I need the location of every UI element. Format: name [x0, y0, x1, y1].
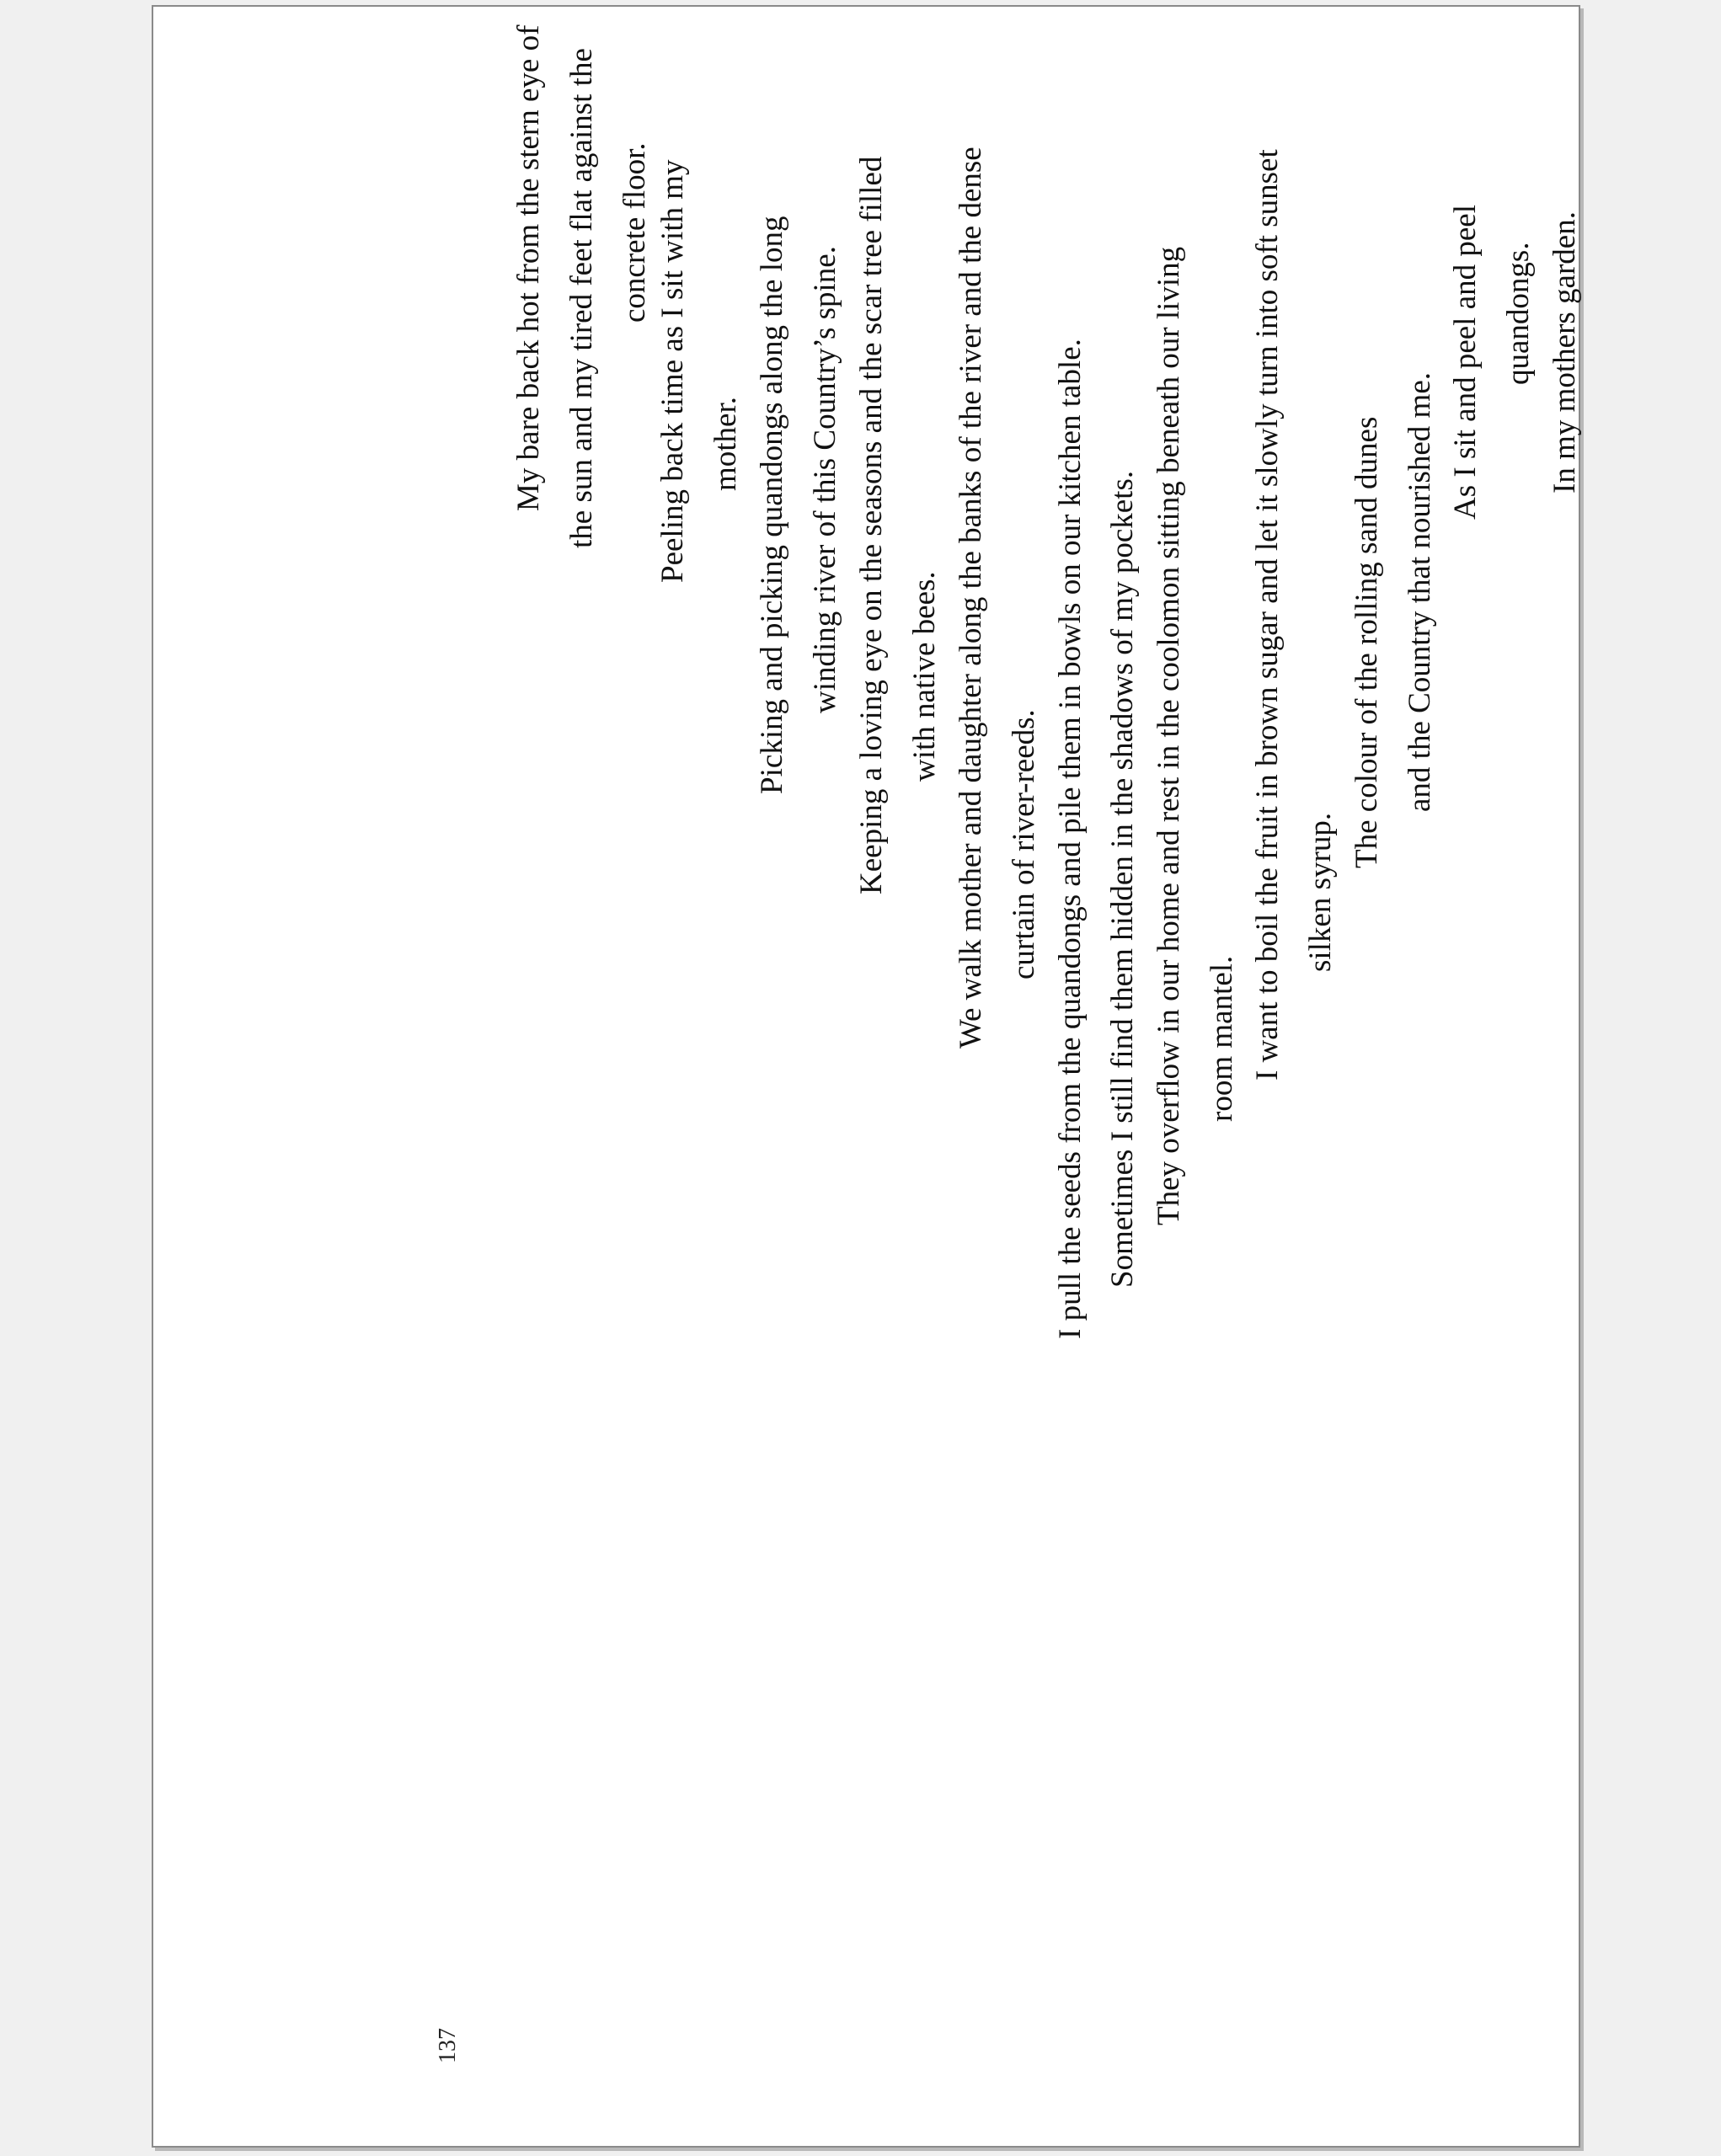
poem-line: curtain of river-reeds.: [1007, 709, 1041, 979]
poem-line: They overflow in our home and rest in the coolomon sitting beneath our living: [1152, 246, 1186, 1225]
poem-text: [513, 23, 1608, 1446]
poem-line: with native bees.: [907, 571, 942, 782]
poem-line: Keeping a loving eye on the seasons and the scar tree filled: [854, 156, 889, 894]
poem-line: Picking and picking quandongs along the long: [755, 216, 789, 794]
poem-line: In my mothers garden.: [1547, 211, 1582, 494]
document-page: [152, 5, 1580, 2148]
poem-line: concrete floor.: [617, 142, 652, 323]
poem-line: Peeling back time as I sit with my: [655, 159, 690, 583]
poem-line: We walk mother and daughter along the banks of the river and the dense: [954, 147, 988, 1049]
poem-line: mother.: [708, 396, 743, 491]
poem-line: As I sit and peel and peel: [1448, 205, 1483, 520]
poem-line: quandongs.: [1501, 242, 1536, 385]
poem-line: and the Country that nourished me.: [1403, 371, 1437, 812]
poem-line: The colour of the rolling sand dunes: [1350, 416, 1384, 868]
poem-line: I pull the seeds from the quandongs and pile them in bowls on our kitchen table.: [1053, 339, 1088, 1339]
poem-line: My bare back hot from the stern eye of: [511, 24, 546, 511]
poem-line: silken syrup.: [1303, 812, 1338, 972]
poem-line: I want to boil the fruit in brown sugar and let it slowly turn into soft sunset: [1250, 149, 1285, 1081]
poem-line: winding river of this Country’s spine.: [808, 246, 842, 713]
poem-line: room mantel.: [1205, 955, 1239, 1122]
page-number: 137: [435, 2028, 461, 2063]
poem-line: the sun and my tired feet flat against the: [564, 48, 599, 548]
poem-line: Sometimes I still find them hidden in the shadows of my pockets.: [1105, 470, 1140, 1288]
